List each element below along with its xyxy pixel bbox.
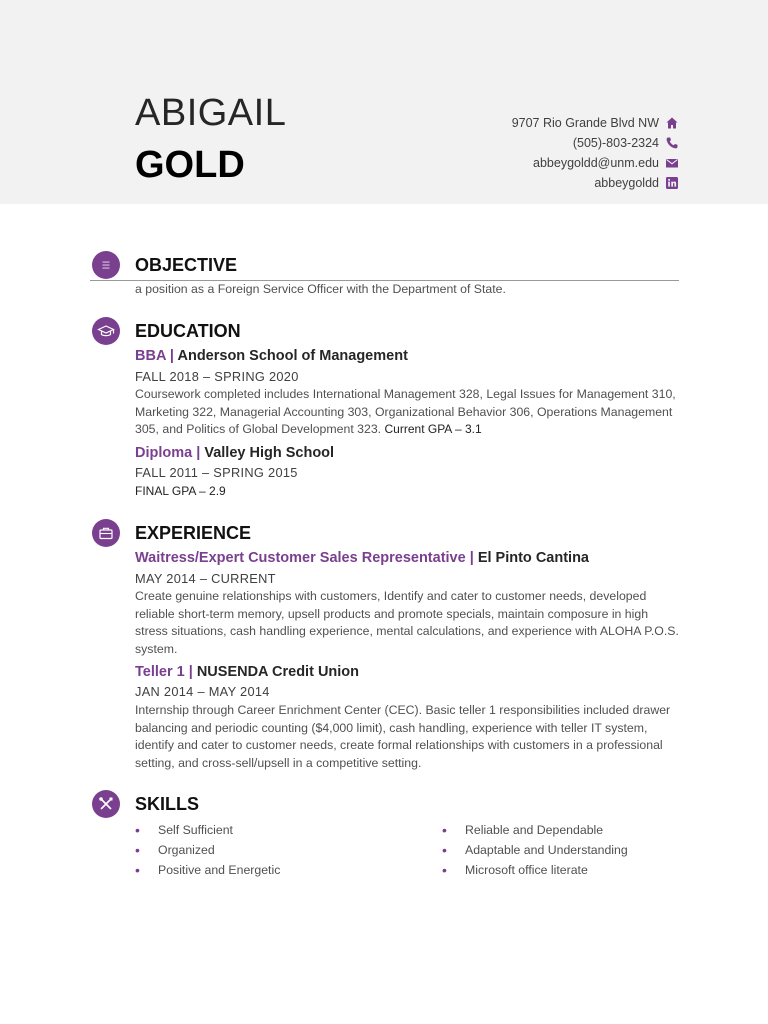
degree: BBA (135, 348, 166, 364)
experience-description: Internship through Career Enrichment Center (CEC). Basic teller 1 responsibilities included drawer balancing and periodic counting ($4,000 limit), cash handling, experience with teller IT system, identify and cater to customer needs, create formal relationships with customers in a professional setting, and cross-sell/upsell in a competitive setting. (135, 703, 671, 770)
contact-address (512, 113, 679, 133)
title-separator: | (188, 664, 193, 680)
experience-dates: JAN 2014 – MAY 2014 (135, 684, 270, 699)
experience-entry-title (135, 664, 359, 680)
last-name: GOLD (135, 144, 245, 186)
email-icon (665, 156, 679, 170)
address-text: 9707 Rio Grande Blvd NW (511, 116, 659, 130)
education-dates: FALL 2018 – SPRING 2020 (135, 369, 299, 384)
graduation-cap-icon (92, 317, 120, 345)
skills-list-right (442, 820, 628, 880)
skills-list-left (135, 820, 280, 880)
contact-info (512, 113, 679, 193)
home-icon (665, 116, 679, 130)
education-title: EDUCATION (135, 321, 241, 341)
school: Valley High School (204, 445, 335, 461)
title-separator: | (196, 445, 201, 461)
contact-linkedin (512, 173, 679, 193)
job-role: Teller 1 (135, 664, 185, 680)
tools-icon (92, 790, 120, 818)
objective-icon (92, 251, 120, 279)
education-description (135, 386, 680, 439)
experience-description: Create genuine relationships with customers, Identify and cater to customer needs, developed reliable short-term memory, upsell products and promote specials, maintain composure in high stress situations, cash handling experience, mental calculations, and experience with ALOHA P.O.S. system. (135, 589, 679, 656)
briefcase-icon (92, 519, 120, 547)
experience-title: EXPERIENCE (135, 523, 252, 543)
skill-item: • Positive and Energetic (135, 860, 280, 880)
job-role: Waitress/Expert Customer Sales Representative (135, 550, 466, 566)
gpa-text: FINAL GPA – 2.9 (135, 484, 226, 498)
education-entry-title (135, 348, 408, 364)
linkedin-icon (665, 176, 679, 190)
skills-title: SKILLS (135, 794, 200, 814)
education-entry-title (135, 445, 334, 461)
first-name: ABIGAIL (135, 92, 287, 134)
contact-email (512, 153, 679, 173)
skill-item: • Reliable and Dependable (442, 820, 628, 840)
coursework-text: Coursework completed includes International Management 328, Legal Issues for Management 310, Marketing 322, Managerial Accounting 303, Organizational Behavior 306, Operations Management 305, and Politics of Global Development 323. (135, 387, 676, 436)
gpa-text: Current GPA – 3.1 (384, 422, 482, 436)
degree: Diploma (135, 445, 193, 461)
objective-text: a position as a Foreign Service Officer with the Department of State. (135, 282, 506, 296)
experience-entry-title (135, 550, 589, 566)
skill-item: • Self Sufficient (135, 820, 280, 840)
school: Anderson School of Management (177, 348, 408, 364)
title-separator: | (169, 348, 174, 364)
phone-icon (665, 136, 679, 150)
linkedin-text: abbeygoldd (594, 176, 659, 190)
phone-text: (505)-803-2324 (572, 136, 659, 150)
email-text: abbeygoldd@unm.edu (533, 156, 659, 170)
skill-item: • Microsoft office literate (442, 860, 628, 880)
skill-item: • Organized (135, 840, 280, 860)
skill-item: • Adaptable and Understanding (442, 840, 628, 860)
experience-dates: MAY 2014 – CURRENT (135, 571, 276, 586)
education-dates: FALL 2011 – SPRING 2015 (135, 465, 298, 480)
contact-phone (512, 133, 679, 153)
title-separator: | (469, 550, 474, 566)
objective-title: OBJECTIVE (135, 255, 238, 275)
company: NUSENDA Credit Union (196, 664, 360, 680)
company: El Pinto Cantina (477, 550, 589, 566)
header-band (0, 0, 768, 204)
